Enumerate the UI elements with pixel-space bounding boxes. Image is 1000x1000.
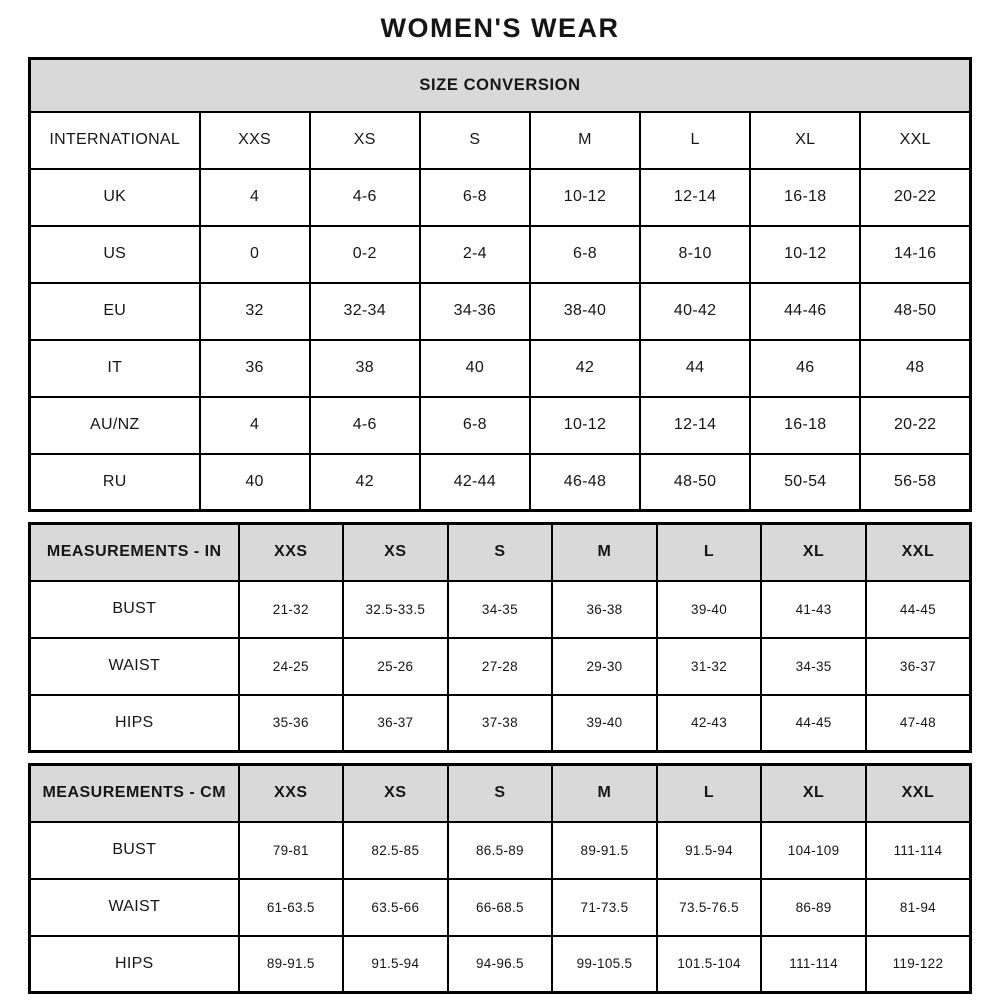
cell: 40 [200, 454, 310, 511]
cell: 25-26 [343, 638, 448, 695]
cell: 39-40 [552, 695, 657, 752]
table-row-us [30, 226, 971, 283]
cell: 36-37 [343, 695, 448, 752]
cell: 20-22 [860, 397, 970, 454]
cell: 40-42 [640, 283, 750, 340]
col-header-xxl: XXL [866, 524, 971, 581]
table-row-aunz [30, 397, 971, 454]
cell: 4 [200, 169, 310, 226]
cell: 61-63.5 [239, 879, 344, 936]
row-label: BUST [30, 581, 239, 638]
cell: 44-45 [866, 581, 971, 638]
cell: 2-4 [420, 226, 530, 283]
cell: 4-6 [310, 397, 420, 454]
col-header-xs: XS [343, 524, 448, 581]
size-conversion-title: SIZE CONVERSION [30, 59, 971, 112]
page-title: WOMEN'S WEAR [380, 13, 620, 43]
col-header-xxl: XXL [866, 765, 971, 822]
cell: 0 [200, 226, 310, 283]
row-label: RU [30, 454, 200, 511]
cell: 73.5-76.5 [657, 879, 762, 936]
table-title-row [30, 59, 971, 112]
table-row-uk [30, 169, 971, 226]
cell: 42 [310, 454, 420, 511]
cell: 42-44 [420, 454, 530, 511]
cell: 27-28 [448, 638, 553, 695]
table-row-hips [30, 936, 971, 993]
table-row-ru [30, 454, 971, 511]
cell: 4 [200, 397, 310, 454]
col-header-m: M [552, 765, 657, 822]
cell: 44 [640, 340, 750, 397]
cell: 86-89 [761, 879, 866, 936]
row-label: AU/NZ [30, 397, 200, 454]
table-row-eu [30, 283, 971, 340]
table-row-bust [30, 822, 971, 879]
cell: 12-14 [640, 397, 750, 454]
col-header-m: M [552, 524, 657, 581]
cell: 91.5-94 [343, 936, 448, 993]
col-header-xl: XL [761, 524, 866, 581]
cell: 56-58 [860, 454, 970, 511]
cell: 44-46 [750, 283, 860, 340]
cell: 32 [200, 283, 310, 340]
col-header-xxl: XXL [860, 112, 970, 169]
column-header-row [30, 524, 971, 581]
row-label: EU [30, 283, 200, 340]
row-label: WAIST [30, 879, 239, 936]
cell: 4-6 [310, 169, 420, 226]
cell: 29-30 [552, 638, 657, 695]
cell: 91.5-94 [657, 822, 762, 879]
cell: 10-12 [750, 226, 860, 283]
col-header-xxs: XXS [239, 765, 344, 822]
cell: 48-50 [860, 283, 970, 340]
cell: 24-25 [239, 638, 344, 695]
cell: 82.5-85 [343, 822, 448, 879]
cell: 111-114 [866, 822, 971, 879]
column-header-row [30, 765, 971, 822]
cell: 94-96.5 [448, 936, 553, 993]
cell: 99-105.5 [552, 936, 657, 993]
table-row-hips [30, 695, 971, 752]
table-row-it [30, 340, 971, 397]
cell: 34-36 [420, 283, 530, 340]
cell: 71-73.5 [552, 879, 657, 936]
col-header-xxs: XXS [200, 112, 310, 169]
cell: 12-14 [640, 169, 750, 226]
cell: 86.5-89 [448, 822, 553, 879]
col-header-xl: XL [761, 765, 866, 822]
col-header-l: L [657, 765, 762, 822]
col-header-xs: XS [343, 765, 448, 822]
cell: 6-8 [530, 226, 640, 283]
row-label: BUST [30, 822, 239, 879]
col-header-xs: XS [310, 112, 420, 169]
col-header-m: M [530, 112, 640, 169]
cell: 66-68.5 [448, 879, 553, 936]
cell: 119-122 [866, 936, 971, 993]
col-header-s: S [448, 524, 553, 581]
cell: 101.5-104 [657, 936, 762, 993]
cell: 10-12 [530, 169, 640, 226]
cell: 42-43 [657, 695, 762, 752]
cell: 48-50 [640, 454, 750, 511]
cell: 48 [860, 340, 970, 397]
cell: 36 [200, 340, 310, 397]
cell: 16-18 [750, 397, 860, 454]
cell: 37-38 [448, 695, 553, 752]
table-row-bust [30, 581, 971, 638]
col-header-xl: XL [750, 112, 860, 169]
cell: 79-81 [239, 822, 344, 879]
cell: 20-22 [860, 169, 970, 226]
cell: 35-36 [239, 695, 344, 752]
cell: 104-109 [761, 822, 866, 879]
size-conversion-table [28, 57, 972, 512]
cell: 89-91.5 [239, 936, 344, 993]
cell: 42 [530, 340, 640, 397]
cell: 63.5-66 [343, 879, 448, 936]
col-header-s: S [420, 112, 530, 169]
cell: 0-2 [310, 226, 420, 283]
row-label: IT [30, 340, 200, 397]
col-header-international: INTERNATIONAL [30, 112, 200, 169]
cell: 6-8 [420, 397, 530, 454]
cell: 50-54 [750, 454, 860, 511]
cell: 31-32 [657, 638, 762, 695]
cell: 111-114 [761, 936, 866, 993]
cell: 41-43 [761, 581, 866, 638]
cell: 34-35 [761, 638, 866, 695]
cell: 36-38 [552, 581, 657, 638]
cell: 32.5-33.5 [343, 581, 448, 638]
col-header-l: L [657, 524, 762, 581]
cell: 6-8 [420, 169, 530, 226]
cell: 46-48 [530, 454, 640, 511]
cell: 89-91.5 [552, 822, 657, 879]
cell: 16-18 [750, 169, 860, 226]
col-header-xxs: XXS [239, 524, 344, 581]
cell: 39-40 [657, 581, 762, 638]
table-row-waist [30, 879, 971, 936]
cell: 38-40 [530, 283, 640, 340]
cell: 44-45 [761, 695, 866, 752]
cell: 34-35 [448, 581, 553, 638]
cell: 47-48 [866, 695, 971, 752]
cell: 8-10 [640, 226, 750, 283]
measurements-cm-title: MEASUREMENTS - CM [30, 765, 239, 822]
cell: 81-94 [866, 879, 971, 936]
cell: 21-32 [239, 581, 344, 638]
table-row-waist [30, 638, 971, 695]
cell: 40 [420, 340, 530, 397]
col-header-s: S [448, 765, 553, 822]
column-header-row [30, 112, 971, 169]
cell: 14-16 [860, 226, 970, 283]
measurements-in-title: MEASUREMENTS - IN [30, 524, 239, 581]
cell: 32-34 [310, 283, 420, 340]
row-label: US [30, 226, 200, 283]
measurements-in-table [28, 522, 972, 753]
row-label: HIPS [30, 695, 239, 752]
row-label: UK [30, 169, 200, 226]
cell: 38 [310, 340, 420, 397]
cell: 10-12 [530, 397, 640, 454]
cell: 46 [750, 340, 860, 397]
measurements-cm-table [28, 763, 972, 994]
col-header-l: L [640, 112, 750, 169]
cell: 36-37 [866, 638, 971, 695]
row-label: HIPS [30, 936, 239, 993]
row-label: WAIST [30, 638, 239, 695]
